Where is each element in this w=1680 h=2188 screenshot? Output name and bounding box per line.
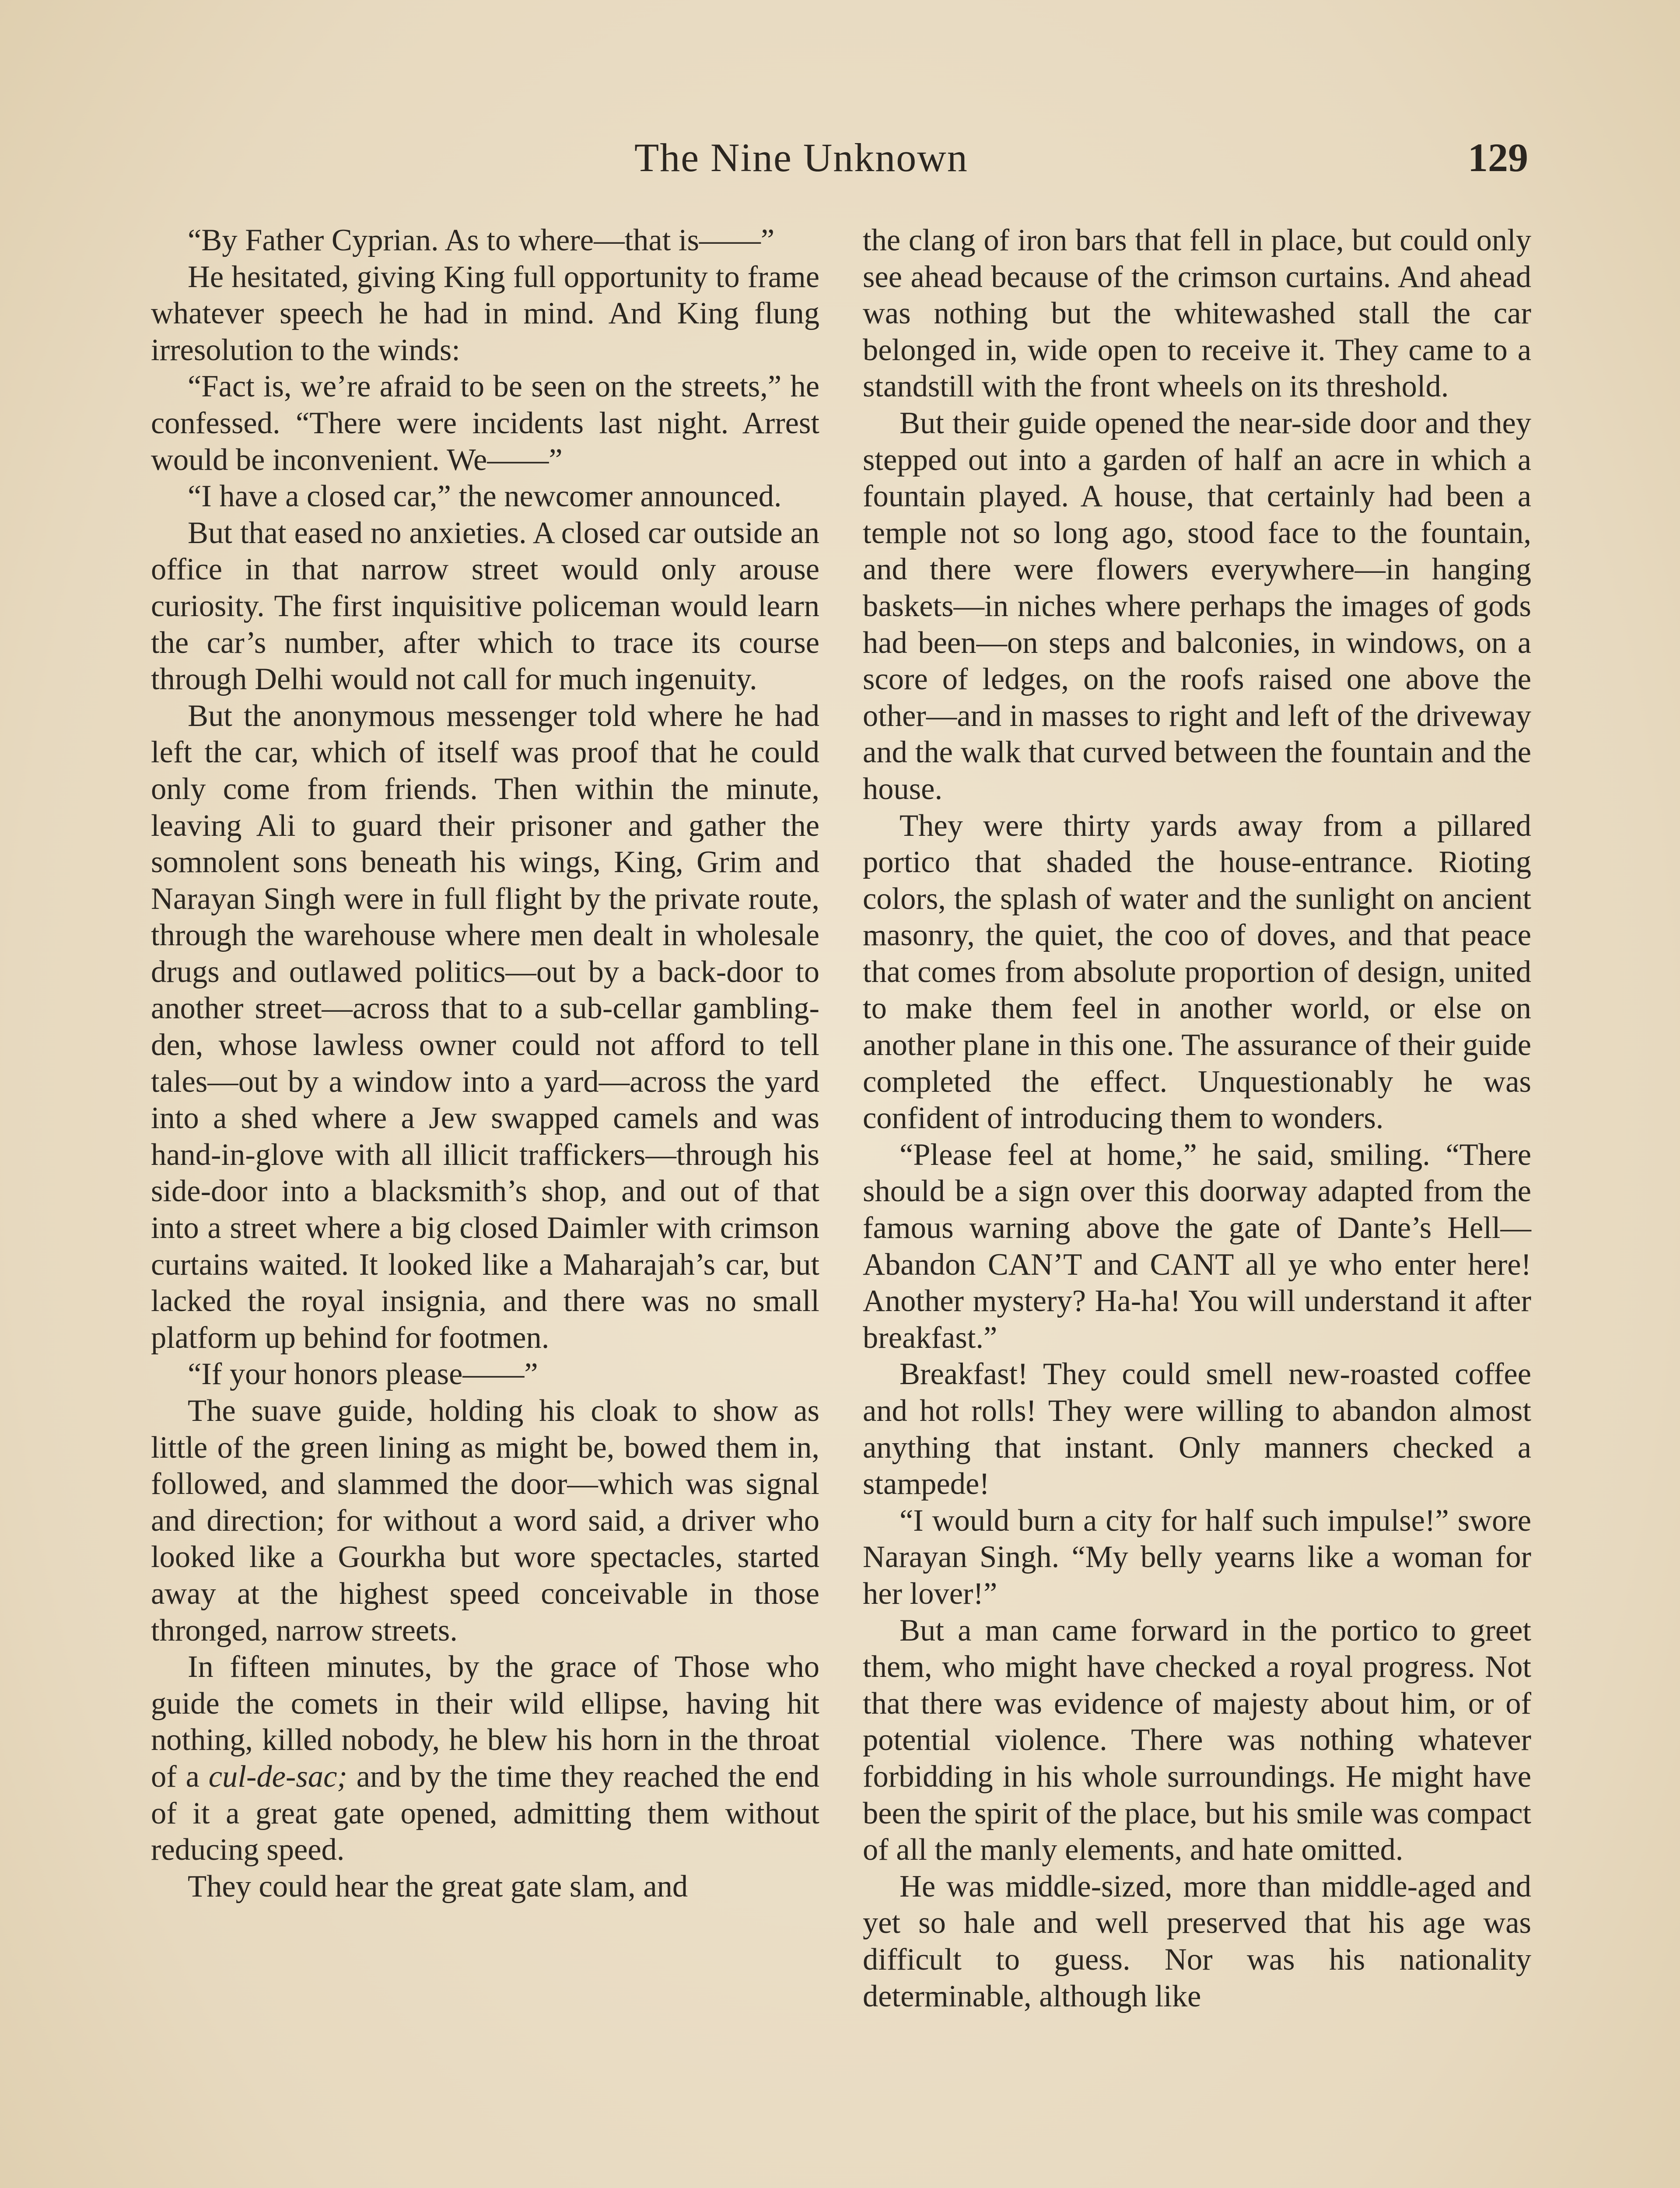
paragraph-text: In fifteen minutes, by the grace of Those who guide the comets in their wild ellipse, having hit nothing, killed nobody, he blew his horn in the throat of a (151, 1650, 819, 1794)
paragraph: “Fact is, we’re afraid to be seen on the streets,” he confessed. “There were incidents last night. Arrest would be inconvenient. We——” (151, 369, 819, 477)
paragraph: They could hear the great gate slam, and (188, 1869, 688, 1904)
paragraph: They were thirty yards away from a pillared portico that shaded the house-entrance. Rioting colors, the splash of water and the sunlight on ancient masonry, the quiet, the coo of doves, and that peace that comes from absolute proportion of design, united to make them feel in another world, or else on another plane in this one. The assurance of their guide completed the effect. Unquestionably he was confident of introducing them to wonders. (863, 808, 1531, 1136)
paragraph: But that eased no anxieties. A closed car outside an office in that narrow street would only arouse curiosity. The first inquisitive policeman would learn the car’s number, after which to trace its course through Delhi would not call for much ingenuity. (151, 515, 819, 697)
paragraph: “If your honors please——” (188, 1357, 538, 1392)
page-number: 129 (1468, 135, 1528, 180)
paragraph: But the anonymous messenger told where he had left the car, which of itself was proof that he could only come from friends. Then within the minute, leaving Ali to guard their prisoner and gather the somnolent sons beneath his wings, King, Grim and Narayan Singh were in full flight by the private route, through the warehouse where men dealt in wholesale drugs and outlawed politics—out by a back-door to another street—across that to a sub-cellar gambling-den, whose lawless owner could not afford to tell tales—out by a window into a yard—across the yard into a shed where a Jew swapped camels and was hand-in-glove with all illicit traffickers—through his side-door into a blacksmith’s shop, and out of that into a street where a big closed Daimler with crimson curtains waited. It looked like a Maharajah’s car, but lacked the royal insignia, and there was no small platform up behind for footmen. (151, 698, 819, 1355)
paragraph-continued: the clang of iron bars that fell in place, but could only see ahead because of the crimson curtains. And ahead was nothing but the whitewashed stall the car belonged in, wide open to receive it. They came to a standstill with the front wheels on its threshold. (863, 223, 1531, 404)
paragraph: But a man came forward in the portico to greet them, who might have checked a royal progress. Not that there was evidence of majesty about him, or of potential violence. There was nothing whatever forbidding in his whole surroundings. He might have been the spirit of the place, but his smile was compact of all the manly elements, and hate omitted. (863, 1613, 1531, 1867)
running-title: The Nine Unknown (634, 135, 968, 180)
right-column (863, 222, 1531, 2015)
paragraph: “I would burn a city for half such impulse!” swore Narayan Singh. “My belly yearns like a woman for her lover!” (863, 1503, 1531, 1611)
paragraph: Breakfast! They could smell new-roasted coffee and hot rolls! They were willing to abandon almost anything that instant. Only manners checked a stampede! (863, 1357, 1531, 1501)
paragraph (151, 1649, 819, 1869)
paragraph: “By Father Cyprian. As to where—that is——” (188, 223, 775, 257)
paragraph: He hesitated, giving King full opportunity to frame whatever speech he had in mind. And King flung irresolution to the winds: (151, 259, 819, 367)
italic-phrase: cul-de-sac; (208, 1759, 347, 1794)
paragraph: But their guide opened the near-side door and they stepped out into a garden of half an acre in which a fountain played. A house, that certainly had been a temple not so long ago, stood face to the fountain, and there were flowers everywhere—in hanging baskets—in niches where perhaps the images of gods had been—on steps and balconies, in windows, on a score of ledges, on the roofs raised one above the other—and in masses to right and left of the driveway and the walk that curved between the fountain and the house. (863, 406, 1531, 806)
page-header (0, 127, 1680, 188)
paragraph: “I have a closed car,” the newcomer announced. (188, 479, 782, 514)
paragraph: The suave guide, holding his cloak to show as little of the green lining as might be, bowed them in, followed, and slammed the door—which was signal and direction; for without a word said, a driver who looked like a Gourkha but wore spectacles, started away at the highest speed conceivable in those thronged, narrow streets. (151, 1394, 819, 1648)
paragraph: “Please feel at home,” he said, smiling. “There should be a sign over this doorway adapted from the famous warning above the gate of Dante’s Hell—Abandon CAN’T and CANT all ye who enter here! Another mystery? Ha-ha! You will understand it after breakfast.” (863, 1137, 1531, 1355)
paragraph-text: and by the time they reached the end of it a great gate opened, admitting them without reducing speed. (151, 1759, 819, 1867)
paragraph: He was middle-sized, more than middle-aged and yet so hale and well preserved that his age was difficult to guess. Nor was his nationality determinable, although like (863, 1869, 1531, 2013)
left-column (151, 222, 819, 1905)
